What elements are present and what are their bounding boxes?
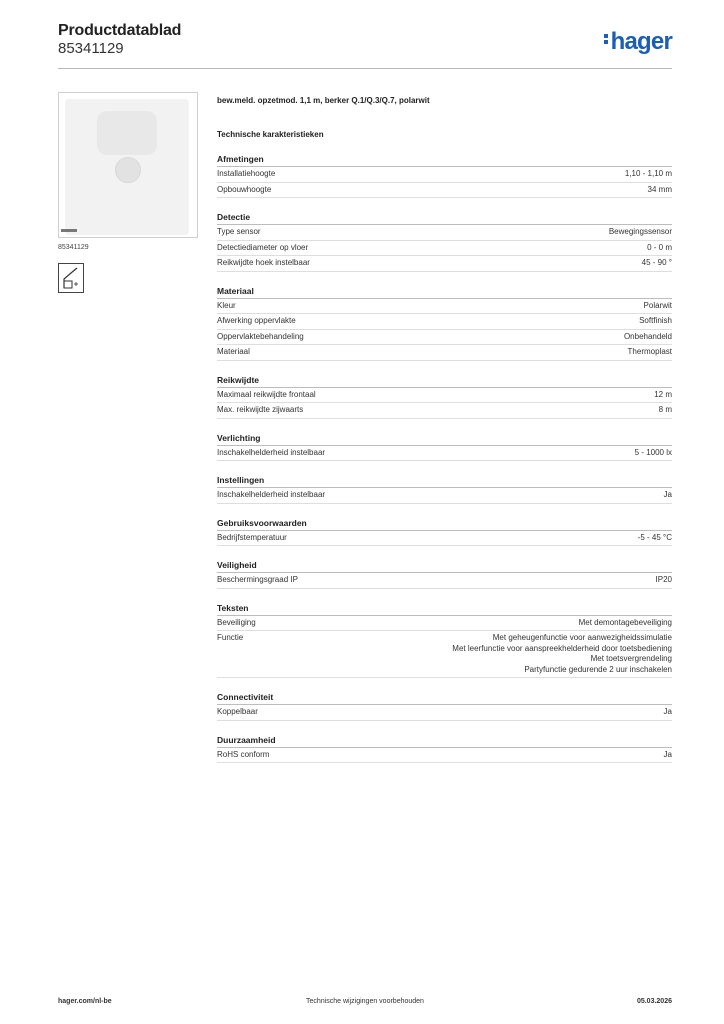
spec-label: Inschakelhelderheid instelbaar (217, 490, 326, 499)
spec-group-title: Gebruiksvoorwaarden (217, 518, 672, 531)
spec-row (217, 573, 672, 589)
spec-group (217, 154, 672, 198)
spec-label: Beschermingsgraad IP (217, 575, 298, 584)
spec-row (217, 345, 672, 361)
spec-label: Afwerking oppervlakte (217, 316, 296, 325)
spec-value (648, 185, 672, 196)
document-title: Productdatablad (58, 22, 182, 39)
footer-disclaimer: Technische wijzigingen voorbehouden (306, 998, 424, 1005)
spec-group (217, 560, 672, 589)
spec-label: Reikwijdte hoek instelbaar (217, 258, 310, 267)
spec-value-line: Partyfunctie gedurende 2 uur inschakelen (524, 664, 672, 674)
spec-group (217, 286, 672, 361)
spec-value-line: Met demontagebeveiliging (578, 617, 672, 627)
spec-value (654, 390, 672, 401)
spec-value-line: Met leerfunctie voor aanspreekhelderheid door toetsbediening (452, 643, 672, 653)
surface-mount-icon (58, 263, 84, 293)
spec-value (664, 750, 672, 761)
spec-value (639, 316, 672, 327)
spec-label: Functie (217, 633, 244, 642)
spec-value-line: Onbehandeld (623, 331, 672, 341)
spec-value (656, 575, 672, 586)
spec-row (217, 167, 672, 183)
header-divider (58, 68, 672, 69)
spec-label: Detectiediameter op vloer (217, 242, 309, 252)
spec-label: Type sensor (217, 227, 261, 236)
spec-label: Opbouwhoogte (217, 184, 272, 194)
page-footer (58, 998, 672, 1010)
spec-group (217, 603, 672, 679)
spec-row (217, 314, 672, 330)
spec-value (644, 301, 672, 312)
spec-value-line: Bewegingssensor (608, 227, 672, 236)
spec-value-line: 12 m (654, 389, 672, 399)
spec-row (217, 446, 672, 462)
product-visual-column (58, 92, 198, 293)
spec-value-line: Ja (663, 749, 672, 759)
product-image (65, 99, 189, 235)
hager-logo (604, 28, 672, 56)
spec-group-title: Afmetingen (217, 154, 672, 167)
spec-group (217, 692, 672, 721)
spec-value (628, 347, 672, 358)
spec-value-line: Softfinish (639, 316, 672, 325)
spec-value (609, 227, 672, 238)
spec-row (217, 616, 672, 632)
spec-row (217, 631, 672, 678)
spec-value (452, 633, 672, 675)
spec-group (217, 735, 672, 764)
scale-bar-icon (61, 229, 77, 232)
sensor-lens (97, 111, 157, 155)
spec-group (217, 433, 672, 462)
spec-value-line: Met geheugenfunctie voor aanwezigheidssimulatie (492, 633, 672, 642)
spec-value-line: 45 - 90 ° (641, 258, 672, 267)
logo-dots-icon (604, 32, 609, 46)
spec-label: Maximaal reikwijdte frontaal (217, 389, 316, 399)
spec-row (217, 299, 672, 315)
spec-value (642, 258, 672, 269)
spec-label: Bedrijfstemperatuur (217, 532, 287, 542)
spec-group-title: Veiligheid (217, 560, 672, 573)
spec-group (217, 375, 672, 419)
footer-date: 05.03.2026 (636, 998, 672, 1005)
spec-value (579, 618, 672, 629)
spec-group (217, 518, 672, 547)
spec-label: RoHS conform (217, 749, 270, 759)
spec-label: Kleur (217, 300, 236, 310)
spec-group-title: Detectie (217, 212, 672, 225)
spec-label: Koppelbaar (217, 707, 258, 716)
logo-text: hager (610, 28, 672, 55)
spec-label: Max. reikwijdte zijwaarts (217, 405, 304, 414)
spec-value (624, 332, 672, 343)
spec-value (625, 169, 672, 180)
spec-group-title: Verlichting (217, 433, 672, 446)
spec-value (635, 448, 672, 459)
spec-label: Installatiehoogte (217, 169, 276, 178)
spec-group-title: Instellingen (217, 475, 672, 488)
spec-value-line: Thermoplast (627, 347, 672, 356)
spec-row (217, 488, 672, 504)
spec-row (217, 403, 672, 419)
spec-row (217, 183, 672, 199)
spec-value-line: 1,10 - 1,10 m (624, 169, 672, 178)
product-description: bew.meld. opzetmod. 1,1 m, berker Q.1/Q.3/Q.7, polarwit (217, 96, 430, 105)
footer-website-link[interactable]: hager.com/nl-be (58, 998, 112, 1005)
spec-value (659, 405, 672, 416)
section-heading: Technische karakteristieken (217, 130, 324, 139)
spec-group (217, 212, 672, 272)
spec-value (664, 707, 672, 718)
spec-group-title: Reikwijdte (217, 375, 672, 388)
spec-value (664, 490, 672, 501)
spec-row (217, 531, 672, 547)
product-image-frame (58, 92, 198, 238)
product-specifications (217, 96, 672, 763)
image-reference-number: 85341129 (58, 244, 89, 251)
spec-value-line: 8 m (658, 405, 672, 414)
spec-value-line: 0 - 0 m (647, 242, 672, 252)
spec-label: Inschakelhelderheid instelbaar (217, 447, 326, 457)
spec-row (217, 256, 672, 272)
spec-value-line: Polarwit (643, 300, 672, 310)
spec-row (217, 330, 672, 346)
spec-group-title: Duurzaamheid (217, 735, 672, 748)
spec-group-title: Connectiviteit (217, 692, 672, 705)
spec-value (647, 243, 672, 254)
document-number: 85341129 (58, 40, 124, 57)
spec-value-line: Ja (663, 707, 672, 716)
spec-label: Oppervlaktebehandeling (217, 331, 304, 341)
spec-row (217, 388, 672, 404)
spec-value-line: 5 - 1000 lx (634, 447, 672, 457)
spec-row (217, 241, 672, 257)
spec-value-line: -5 - 45 °C (637, 532, 672, 542)
spec-groups (217, 154, 672, 763)
spec-group-title: Teksten (217, 603, 672, 616)
spec-value-line: 34 mm (647, 184, 672, 194)
spec-label: Materiaal (217, 347, 250, 356)
spec-row (217, 748, 672, 764)
spec-row (217, 225, 672, 241)
spec-value (638, 533, 672, 544)
spec-group (217, 475, 672, 504)
spec-row (217, 705, 672, 721)
spec-value-line: IP20 (655, 575, 672, 584)
page-header (58, 20, 672, 70)
spec-value-line: Met toetsvergrendeling (590, 654, 672, 663)
spec-value-line: Ja (663, 490, 672, 499)
spec-label: Beveiliging (217, 617, 256, 627)
spec-group-title: Materiaal (217, 286, 672, 299)
sensor-button (115, 157, 141, 183)
